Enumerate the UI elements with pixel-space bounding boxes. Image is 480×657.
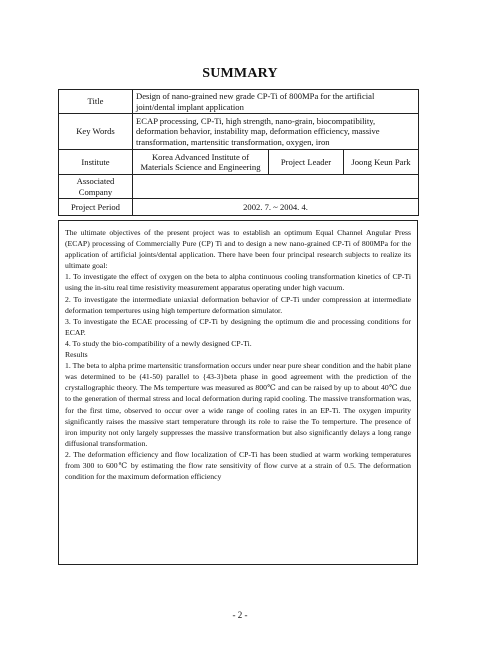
institute-label: Institute [59, 150, 133, 175]
title-row [59, 90, 419, 114]
leader-value: Joong Keun Park [344, 150, 419, 175]
institute-value: Korea Advanced Institute of Materials Science and Engineering [133, 150, 269, 175]
summary-box [58, 220, 418, 565]
company-label: Associated Company [59, 175, 133, 199]
keywords-label: Key Words [59, 114, 133, 150]
keywords-value: ECAP processing, CP-Ti, high strength, nano-grain, biocompatibility, deformation behavior, instability map, deformation efficiency, massive transformation, martensitic transformation, oxygen, iron [133, 114, 419, 150]
result-2: 2. The deformation efficiency and flow localization of CP-Ti has been studied at warm working temperatures from 300 to 600℃ by estimating the flow rate sensitivity of flow curve at a strain of 0.5. The deformation condition for the maximum deformation efficiency [65, 449, 411, 482]
institute-row [59, 150, 419, 175]
keywords-row [59, 114, 419, 150]
title-label: Title [59, 90, 133, 114]
leader-label: Project Leader [269, 150, 344, 175]
results-heading: Results [65, 350, 88, 360]
objective-4: 4. To study the bio-compatibility of a newly designed CP-Ti. [65, 338, 252, 348]
project-info-table [58, 89, 419, 216]
page-title: SUMMARY [202, 66, 278, 81]
objective-2: 2. To investigate the intermediate uniaxial deformation behavior of CP-Ti under compression at intermediate deformation tempertures using high temperture deformation simulator. [65, 294, 411, 315]
title-value: Design of nano-grained new grade CP-Ti of 800MPa for the artificial joint/dental implant application [133, 90, 419, 114]
company-row [59, 175, 419, 199]
objective-1: 1. To investigate the effect of oxygen on the beta to alpha continuous cooling transformation kinetics of CP-Ti using the in-situ real time resistivity measurement apparatus operating under high vacuum. [65, 272, 411, 293]
page-number: - 2 - [232, 610, 248, 620]
result-1: 1. The beta to alpha prime martensitic transformation occurs under near pure shear condition and the habit plane was determined to be (41-50) parallel to {43-3}beta phase in good agreement with the prediction of the crystallographic theory. The Ms temperture was measured as 800℃ and can be raised by up to about 40℃ due to the generation of thermal stress and local deformation during rapid cooling. The massive transformation was, for the first time, observed to occur over a wide range of cooling rates in an EP-Ti. The oxygen impurity significantly raises the massive start temperature through its role to raise the To temperture. The presence of iron impurity not only largely suppresses the massive transformation but also significantly delays a long range diffusional transformation. [65, 361, 411, 448]
summary-text [65, 227, 411, 482]
period-row [59, 199, 419, 216]
summary-intro: The ultimate objectives of the present project was to establish an optimum Equal Channel Angular Press (ECAP) processing of Commercially Pure (CP) Ti and to design a new nano-grained CP-Ti of 800MPa for the application of artificial joints/dental application. There have been four principal research subjects to realize its ultimate goal: [65, 228, 411, 271]
objective-3: 3. To investigate the ECAE processing of CP-Ti by designing the optimum die and processing conditions for ECAP. [65, 316, 411, 337]
period-label: Project Period [59, 199, 133, 216]
company-value [133, 175, 419, 199]
period-value: 2002. 7. ~ 2004. 4. [133, 199, 419, 216]
